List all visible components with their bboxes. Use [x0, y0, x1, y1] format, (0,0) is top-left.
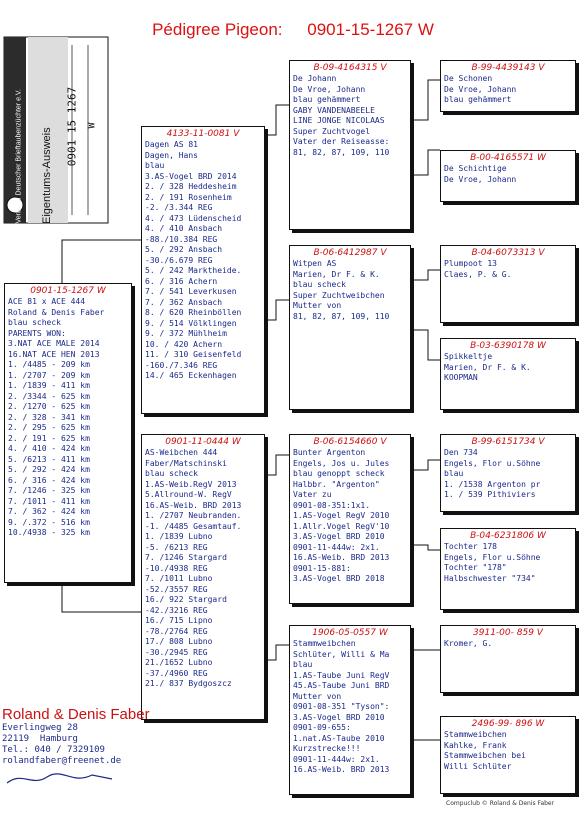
dam-sire-line: 1.Allr.Vogel RegV'10: [293, 521, 390, 531]
sire-line: 10. / 420 Achern: [145, 339, 223, 349]
sire-line: 3.AS-Vogel BRD 2014: [145, 171, 237, 181]
ddd-line: Stammweibchen bei: [444, 751, 526, 760]
subject-line: 5. / 292 - 424 km: [8, 465, 90, 474]
dam-sire-line: 0901-11-444w: 2x1.: [293, 542, 380, 552]
sds-line: Claes, P. & G.: [444, 269, 512, 279]
subject-line: 16.NAT ACE HEN 2013: [8, 349, 100, 359]
sdd-line: Spikkeltje: [444, 352, 493, 361]
dds-box: [440, 625, 576, 693]
sire-line: -2. /3.344 REG: [145, 203, 213, 212]
sire-line: 8. / 620 Rheinböllen: [145, 308, 242, 317]
dss-box: [440, 434, 576, 512]
dam-dam-line: 3.AS-Vogel BRD 2010: [293, 712, 385, 722]
sire-dam-line: Super Zuchtweibchen: [293, 290, 385, 300]
sire-dam-line: Marien, Dr F. & K.: [293, 269, 380, 279]
ssd-line: De Schichtige: [444, 164, 507, 173]
sire-line: -160./7.346 REG: [145, 360, 218, 370]
dsd-line: Tochter "178": [444, 563, 507, 572]
ssd-box: [440, 150, 576, 202]
title-ring: 0901-15-1267 W: [307, 20, 434, 39]
sss-line: De Vroe, Johann: [444, 84, 517, 94]
sire-sire-line: GABY VANDENABEELE: [293, 105, 375, 115]
card-doc: Eigentums-Ausweis: [41, 127, 53, 224]
sire-line: 2. / 328 Heddesheim: [145, 182, 237, 191]
dam-line: 21./ 837 Bydgoszcz: [145, 679, 232, 688]
subject-line: 9. /.372 - 516 km: [8, 517, 90, 527]
dam-dam-line: 1.AS-Taube Juni RegV: [293, 670, 390, 680]
subject-ring: 0901-15-1267 W: [30, 286, 106, 296]
dam-line: -78./2764 REG: [145, 626, 208, 636]
subject-line: ACE 81 x ACE 444: [8, 297, 86, 306]
sire-line: 6. / 316 Achern: [145, 276, 218, 286]
sdd-line: KOOPMAN: [444, 373, 478, 382]
sire-line: 5. / 242 Marktheide.: [145, 266, 242, 275]
owner-address-line: Tel.: 040 / 7329109: [2, 745, 105, 755]
sss-ring: B-99-4439143 V: [471, 63, 545, 73]
signature: [2, 767, 122, 789]
sire-line: 14./ 465 Eckenhagen: [145, 371, 237, 380]
sire-sire-ring: B-09-4164315 V: [313, 63, 387, 73]
sire-dam-box: [289, 245, 411, 410]
subject-lines: [8, 297, 128, 539]
dam-line: -42./3216 REG: [145, 605, 208, 615]
dam-line: 16./ 715 Lipno: [145, 616, 213, 625]
ddd-line: Stammweibchen: [444, 730, 507, 739]
sire-dam-ring: B-06-6412987 V: [313, 248, 387, 258]
sire-sire-line: blau gehämmert: [293, 95, 361, 104]
dam-dam-line: 45.AS-Taube Juni BRD: [293, 681, 390, 690]
dam-ring: 0901-11-0444 W: [165, 437, 241, 447]
ddd-box: [440, 716, 576, 794]
subject-line: 2. / 295 - 625 km: [8, 423, 90, 432]
dss-line: blau: [444, 469, 464, 478]
sds-box: [440, 245, 576, 323]
subject-line: 2. / 191 - 625 km: [8, 433, 90, 443]
dsd-line: Tochter 178: [444, 542, 497, 551]
sire-dam-line: Mutter von: [293, 301, 342, 310]
subject-line: 1. /1839 - 411 km: [8, 381, 90, 390]
sire-sire-line: LINE JONGE NICOLAAS: [293, 116, 385, 125]
dsd-ring: B-04-6231806 W: [470, 531, 546, 541]
sire-line: Dagen, Hans: [145, 150, 198, 160]
dam-line: -37./4960 REG: [145, 668, 208, 678]
dam-dam-line: Kurzstrecke!!!: [293, 744, 361, 753]
dss-ring: B-99-6151734 V: [471, 437, 545, 447]
dam-line: -52./3557 REG: [145, 584, 208, 594]
dam-line: -10./4938 REG: [145, 563, 208, 573]
sire-sire-line: De Vroe, Johann: [293, 84, 366, 94]
sire-line: 5. / 292 Ansbach: [145, 245, 223, 254]
sire-sire-line: Vater der Reiseasse:: [293, 137, 390, 146]
sdd-ring: B-03-6390178 W: [470, 341, 546, 351]
dsd-box: [440, 528, 576, 610]
sire-dam-line: 81, 82, 87, 109, 110: [293, 311, 390, 321]
dam-line: -5. /6213 REG: [145, 542, 208, 552]
sire-line: -88./10.384 REG: [145, 234, 218, 244]
card-sex: W: [86, 122, 98, 129]
subject-line: Roland & Denis Faber: [8, 307, 105, 317]
sire-dam-line: Witpen AS: [293, 259, 337, 268]
ssd-ring: B-00-4165571 W: [470, 153, 546, 163]
sire-line: blau: [145, 161, 165, 170]
subject-line: 1. /2707 - 209 km: [8, 370, 90, 380]
sss-line: blau gehämmert: [444, 95, 512, 104]
sdd-line: Marien, Dr F. & K.: [444, 362, 531, 372]
dam-sire-line: Vater zu: [293, 490, 332, 499]
sds-ring: B-04-6073313 V: [471, 248, 545, 258]
footer-credit: Compuclub © Roland & Denis Faber: [446, 800, 555, 807]
dss-line: Engels, Flor u.Söhne: [444, 458, 541, 468]
sire-line: 9. / 372 Mühlheim: [145, 329, 227, 338]
dam-dam-line: 0901-09-655:: [293, 723, 351, 732]
dam-dam-line: blau: [293, 660, 313, 669]
dam-sire-ring: B-06-6154660 V: [313, 437, 387, 447]
owner-address-line: 22119 Hamburg: [2, 734, 78, 744]
subject-line: 1. /4485 - 209 km: [8, 360, 90, 369]
dam-sire-line: 0901-08-351:1x1.: [293, 500, 371, 510]
dam-line: -1. /4485 Gesamtauf.: [145, 521, 242, 531]
dam-line: 16./ 922 Stargard: [145, 595, 227, 604]
sire-line: 4. / 473 Lüdenscheid: [145, 213, 242, 223]
sire-sire-box: [289, 60, 411, 230]
subject-line: PARENTS WON:: [8, 328, 66, 338]
sdd-box: [440, 338, 576, 410]
dam-sire-line: Bunter Argenton: [293, 448, 366, 457]
dam-line: 1.AS-Weib.RegV 2013: [145, 479, 237, 489]
dam-line: Faber/Matschinski: [145, 458, 227, 468]
dam-dam-box: [289, 625, 411, 795]
dsd-line: Halbschwester "734": [444, 573, 536, 583]
title-label: Pédigree Pigeon:: [152, 20, 283, 39]
subject-line: 10./4938 - 325 km: [8, 528, 90, 537]
sire-ring: 4133-11-0081 V: [166, 129, 240, 139]
sire-line: 7. / 541 Leverkusen: [145, 287, 237, 296]
sire-line: 9. / 514 Völklingen: [145, 318, 237, 328]
card-org: Verband Deutscher Brieftaubenzüchter e.V.: [15, 89, 23, 224]
subject-line: 7. / 362 - 424 km: [8, 507, 90, 516]
dam-line: 7. /1246 Stargard: [145, 553, 227, 562]
dam-sire-line: Halbbr. "Argenton": [293, 479, 380, 489]
dam-sire-line: 16.AS-Weib. BRD 2013: [293, 553, 390, 562]
dam-dam-ring: 1906-05-0557 W: [312, 628, 388, 638]
subject-line: blau scheck: [8, 318, 61, 327]
subject-pigeon-box: [4, 283, 132, 583]
dam-sire-line: 1.AS-Vogel RegV 2010: [293, 511, 390, 520]
dam-dam-line: 1.nat.AS-Taube 2010: [293, 733, 385, 743]
dsd-line: Engels, Flor u.Söhne: [444, 552, 541, 562]
sire-sire-line: De Johann: [293, 74, 337, 83]
dam-dam-line: 16.AS-Weib. BRD 2013: [293, 765, 390, 774]
ddd-ring: 2496-99- 896 W: [471, 719, 545, 729]
dam-line: -30./2945 REG: [145, 647, 208, 657]
dam-dam-line: 0901-08-351 "Tyson":: [293, 702, 390, 711]
dam-dam-line: Stammweibchen: [293, 639, 356, 648]
sds-line: Plumpoot 13: [444, 259, 497, 268]
dss-line: 1. /1538 Argenton pr: [444, 479, 541, 489]
dam-line: 1. /1839 Lubno: [145, 532, 213, 541]
subject-line: 4. / 410 - 424 km: [8, 444, 90, 453]
dam-sire-line: blau genoppt scheck: [293, 469, 385, 478]
subject-line: 5. /6213 - 411 km: [8, 454, 90, 464]
card-ring: 0901 15 1267: [65, 86, 79, 167]
sire-line: 4. / 410 Ansbach: [145, 224, 223, 233]
dam-box: [141, 434, 265, 720]
subject-line: 2. /1270 - 625 km: [8, 402, 90, 411]
sire-box: [141, 126, 265, 414]
dam-line: 1. /2707 Neubranden.: [145, 511, 242, 520]
dam-dam-line: Schlüter, Willi & Ma: [293, 649, 390, 659]
dam-line: 5.Allround-W. RegV: [145, 490, 232, 499]
dam-dam-line: 0901-11-444w: 2x1.: [293, 754, 380, 764]
sire-sire-line: 81, 82, 87, 109, 110: [293, 147, 390, 157]
dam-line: 17./ 808 Lubno: [145, 637, 213, 646]
sire-sire-line: Super Zuchtvogel: [293, 126, 371, 136]
sss-line: De Schonen: [444, 74, 493, 83]
dam-line: AS-Weibchen 444: [145, 448, 218, 457]
dam-sire-line: 3.AS-Vogel BRD 2018: [293, 574, 385, 583]
dam-sire-box: [289, 434, 411, 604]
dam-line: blau scheck: [145, 469, 198, 478]
dss-line: Den 734: [444, 448, 478, 457]
dss-line: 1. / 539 Pithiviers: [444, 490, 536, 499]
dam-dam-line: Mutter von: [293, 691, 342, 701]
owner-address-line: Everlingweg 28: [2, 723, 78, 733]
subject-line: 2. /3344 - 625 km: [8, 391, 90, 401]
dam-line: 7. /1011 Lubno: [145, 574, 213, 583]
subject-line: 7. /1246 - 325 km: [8, 486, 90, 495]
sire-line: 2. / 191 Rosenheim: [145, 192, 232, 202]
sire-line: Dagen AS 81: [145, 140, 198, 149]
sire-line: 11. / 310 Geisenfeld: [145, 350, 242, 359]
sss-box: [440, 60, 576, 112]
dam-sire-line: Engels, Jos u. Jules: [293, 458, 390, 468]
subject-line: 2. / 328 - 341 km: [8, 412, 90, 422]
sire-dam-line: blau scheck: [293, 280, 346, 289]
dds-line: Kromer, G.: [444, 639, 493, 648]
ddd-line: Willi Schlüter: [444, 761, 512, 771]
dam-line: 16.AS-Weib. BRD 2013: [145, 500, 242, 510]
dam-line: 21./1652 Lubno: [145, 658, 213, 667]
subject-line: 7. /1011 - 411 km: [8, 496, 90, 506]
dam-sire-line: 0901-15-881:: [293, 563, 351, 573]
ddd-line: Kahlke, Frank: [444, 740, 507, 750]
subject-line: 3.NAT ACE MALE 2014: [8, 339, 100, 348]
owner-block: [2, 706, 182, 793]
owner-name: Roland & Denis Faber: [2, 706, 150, 723]
dam-sire-line: 3.AS-Vogel BRD 2010: [293, 532, 385, 541]
ssd-line: De Vroe, Johann: [444, 174, 517, 184]
sire-line: -30./6.679 REG: [145, 255, 213, 265]
owner-address-line: rolandfaber@freenet.de: [2, 756, 122, 766]
dds-ring: 3911-00- 859 V: [473, 628, 543, 638]
sire-line: 7. / 362 Ansbach: [145, 297, 223, 307]
subject-line: 6. / 316 - 424 km: [8, 475, 90, 485]
